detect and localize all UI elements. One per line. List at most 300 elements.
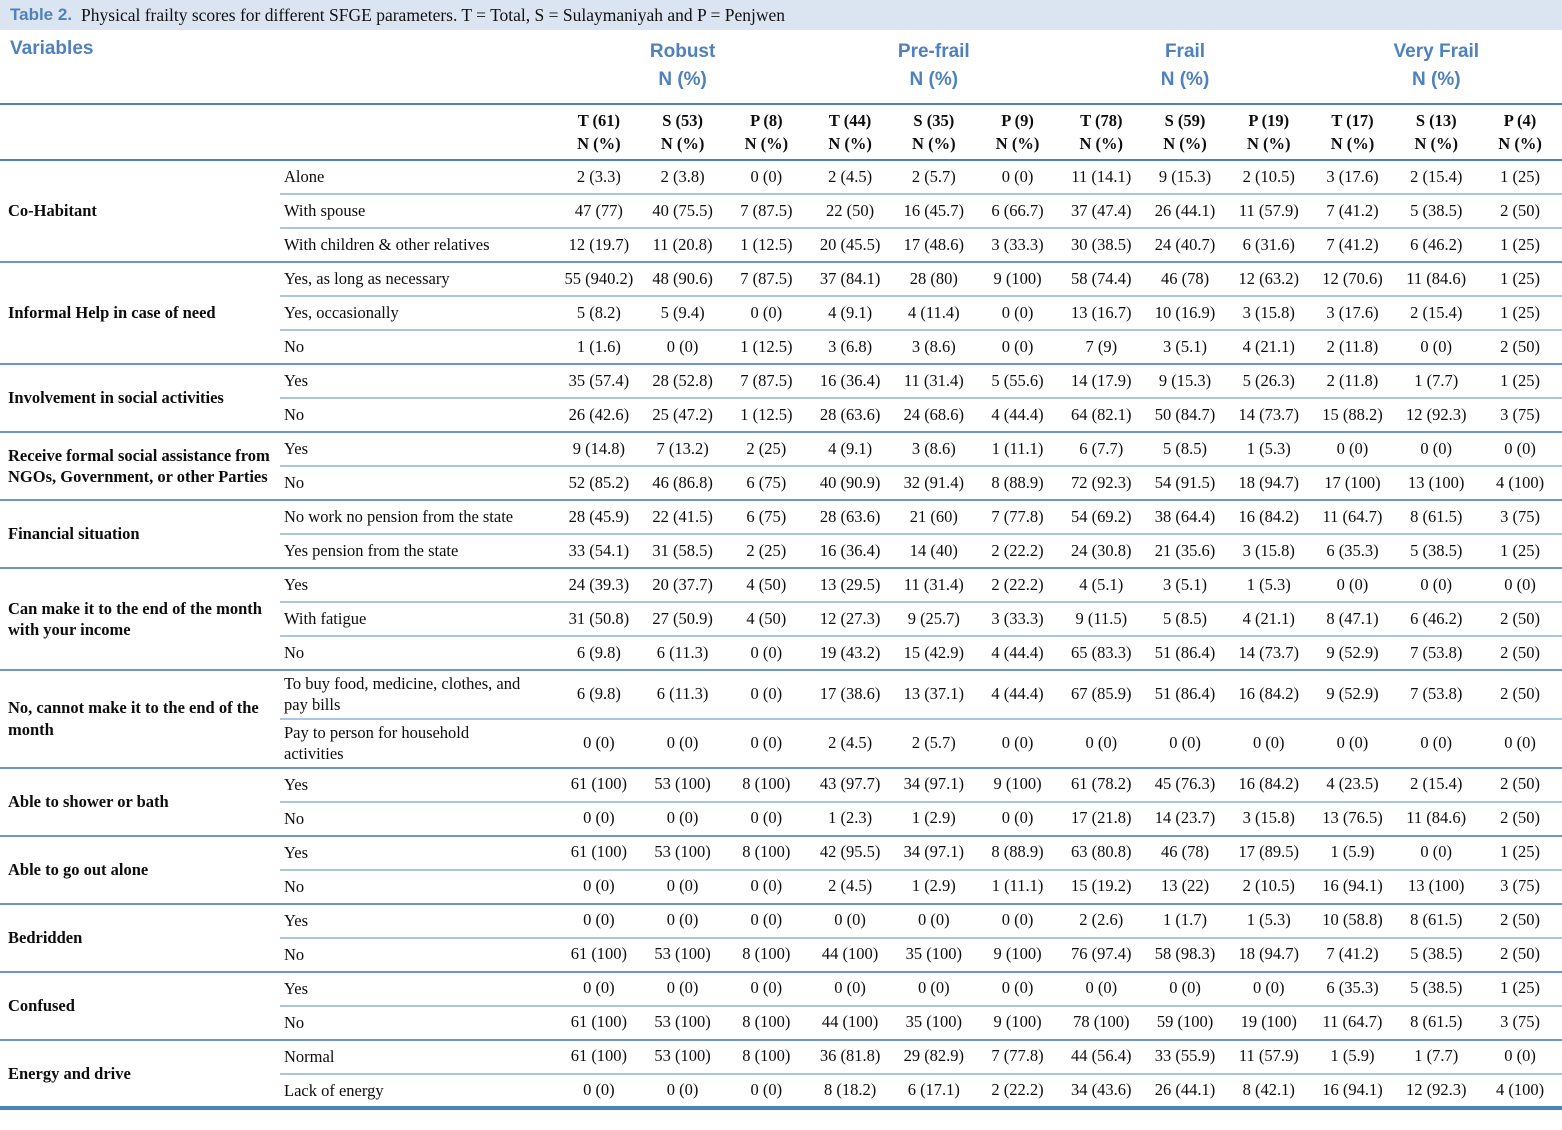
category-label-cell: To buy food, medicine, clothes, and pay bills [280,670,557,719]
group-unit-label: N (%) [1412,68,1461,90]
category-label-cell: With spouse [280,194,557,228]
value-cell: 21 (35.6) [1143,534,1227,568]
value-cell: 11 (31.4) [892,568,976,602]
value-cell: 1 (2.3) [808,802,892,836]
group-name: Very Frail [1393,41,1480,62]
value-cell: 13 (37.1) [892,670,976,719]
subcolumn-header-spacer [0,104,557,160]
value-cell: 28 (63.6) [808,500,892,534]
value-cell: 6 (35.3) [1311,972,1395,1006]
value-cell: 16 (94.1) [1311,870,1395,904]
value-cell: 12 (92.3) [1394,398,1478,432]
value-cell: 46 (78) [1143,262,1227,296]
value-cell: 1 (25) [1478,836,1562,870]
value-cell: 0 (0) [557,870,641,904]
value-cell: 3 (33.3) [976,602,1060,636]
value-cell: 0 (0) [557,719,641,768]
value-cell: 40 (75.5) [641,194,725,228]
value-cell: 0 (0) [1311,719,1395,768]
table-row [0,1040,1562,1074]
subcolumn-header-t-17 [1311,104,1395,160]
value-cell: 6 (11.3) [641,636,725,670]
section-can-make-it-to-the-end-of-the-month-with [0,568,1562,670]
value-cell: 0 (0) [1227,719,1311,768]
value-cell: 54 (91.5) [1143,466,1227,500]
subcolumn-unit-label: N (%) [912,134,956,153]
value-cell: 2 (4.5) [808,160,892,194]
value-cell: 9 (100) [976,768,1060,802]
value-cell: 3 (33.3) [976,228,1060,262]
category-label-cell: With children & other relatives [280,228,557,262]
group-unit-label: N (%) [1160,68,1210,90]
subcolumn-name: T (17) [1331,110,1374,130]
value-cell: 2 (50) [1478,636,1562,670]
value-cell: 7 (87.5) [724,364,808,398]
value-cell: 16 (84.2) [1227,670,1311,719]
variable-cell: Can make it to the end of the month with your income [0,568,280,670]
value-cell: 4 (44.4) [976,670,1060,719]
variable-cell: Able to shower or bath [0,768,280,836]
table-row [0,670,1562,719]
value-cell: 34 (97.1) [892,768,976,802]
value-cell: 4 (11.4) [892,296,976,330]
value-cell: 6 (9.8) [557,670,641,719]
value-cell: 26 (44.1) [1143,1074,1227,1108]
table-row [0,972,1562,1006]
value-cell: 34 (97.1) [892,836,976,870]
value-cell: 3 (75) [1478,1006,1562,1040]
value-cell: 8 (88.9) [976,836,1060,870]
value-cell: 61 (100) [557,938,641,972]
value-cell: 1 (7.7) [1394,1040,1478,1074]
value-cell: 52 (85.2) [557,466,641,500]
variable-cell: Financial situation [0,500,280,568]
value-cell: 4 (44.4) [976,636,1060,670]
value-cell: 3 (15.8) [1227,534,1311,568]
value-cell: 0 (0) [1394,568,1478,602]
value-cell: 64 (82.1) [1059,398,1143,432]
value-cell: 11 (57.9) [1227,1040,1311,1074]
value-cell: 2 (22.2) [976,568,1060,602]
table-number-label: Table 2. [10,5,73,24]
value-cell: 78 (100) [1059,1006,1143,1040]
value-cell: 3 (5.1) [1143,330,1227,364]
value-cell: 9 (15.3) [1143,364,1227,398]
category-label-cell: No [280,330,557,364]
category-label-cell: No [280,1006,557,1040]
value-cell: 0 (0) [724,719,808,768]
value-cell: 14 (23.7) [1143,802,1227,836]
value-cell: 4 (21.1) [1227,330,1311,364]
value-cell: 46 (86.8) [641,466,725,500]
value-cell: 0 (0) [1311,568,1395,602]
variable-cell: Energy and drive [0,1040,280,1108]
subcolumn-unit-label: N (%) [828,134,872,153]
value-cell: 44 (56.4) [1059,1040,1143,1074]
value-cell: 0 (0) [641,904,725,938]
value-cell: 2 (15.4) [1394,768,1478,802]
value-cell: 1 (11.1) [976,432,1060,466]
value-cell: 4 (100) [1478,1074,1562,1108]
category-label-cell: Normal [280,1040,557,1074]
value-cell: 46 (78) [1143,836,1227,870]
column-header-variables: Variables [0,30,557,104]
category-label-cell: Yes [280,836,557,870]
value-cell: 11 (20.8) [641,228,725,262]
table-row [0,500,1562,534]
table-caption-text: Physical frailty scores for different SFGE parameters. T = Total, S = Sulaymaniyah and P = Penjwen [81,4,786,25]
value-cell: 9 (25.7) [892,602,976,636]
variable-cell: Able to go out alone [0,836,280,904]
category-label-cell: No [280,870,557,904]
table-row [0,904,1562,938]
value-cell: 7 (41.2) [1311,228,1395,262]
value-cell: 2 (50) [1478,602,1562,636]
value-cell: 1 (25) [1478,364,1562,398]
value-cell: 3 (8.6) [892,330,976,364]
value-cell: 9 (100) [976,262,1060,296]
value-cell: 63 (80.8) [1059,836,1143,870]
value-cell: 0 (0) [1394,330,1478,364]
category-label-cell: Yes pension from the state [280,534,557,568]
value-cell: 8 (88.9) [976,466,1060,500]
value-cell: 15 (88.2) [1311,398,1395,432]
value-cell: 1 (12.5) [724,228,808,262]
value-cell: 0 (0) [1059,719,1143,768]
subcolumn-name: T (61) [577,110,621,130]
value-cell: 22 (41.5) [641,500,725,534]
value-cell: 3 (15.8) [1227,296,1311,330]
value-cell: 5 (9.4) [641,296,725,330]
value-cell: 13 (22) [1143,870,1227,904]
section-no-cannot-make-it-to-the-end-of-the-mont [0,670,1562,768]
value-cell: 55 (940.2) [557,262,641,296]
value-cell: 2 (50) [1478,768,1562,802]
value-cell: 11 (64.7) [1311,1006,1395,1040]
value-cell: 53 (100) [641,938,725,972]
value-cell: 28 (45.9) [557,500,641,534]
value-cell: 4 (21.1) [1227,602,1311,636]
group-header-pre-frail [808,30,1059,104]
value-cell: 7 (87.5) [724,262,808,296]
value-cell: 33 (55.9) [1143,1040,1227,1074]
category-label-cell: Yes [280,768,557,802]
subcolumn-header-t-78 [1059,104,1143,160]
value-cell: 17 (48.6) [892,228,976,262]
value-cell: 10 (58.8) [1311,904,1395,938]
value-cell: 28 (80) [892,262,976,296]
value-cell: 8 (100) [724,836,808,870]
value-cell: 3 (5.1) [1143,568,1227,602]
value-cell: 11 (57.9) [1227,194,1311,228]
value-cell: 0 (0) [1143,972,1227,1006]
value-cell: 2 (3.3) [557,160,641,194]
value-cell: 0 (0) [641,870,725,904]
value-cell: 0 (0) [1394,719,1478,768]
value-cell: 0 (0) [976,802,1060,836]
value-cell: 24 (30.8) [1059,534,1143,568]
value-cell: 0 (0) [641,802,725,836]
subcolumn-unit-label: N (%) [995,134,1040,153]
subcolumn-header-s-59 [1143,104,1227,160]
value-cell: 26 (44.1) [1143,194,1227,228]
subcolumn-unit-label: N (%) [744,134,789,153]
value-cell: 1 (25) [1478,534,1562,568]
value-cell: 31 (50.8) [557,602,641,636]
subcolumn-header-t-44 [808,104,892,160]
subcolumn-name: T (44) [828,110,872,130]
value-cell: 17 (89.5) [1227,836,1311,870]
table-row [0,160,1562,194]
value-cell: 8 (61.5) [1394,904,1478,938]
value-cell: 0 (0) [557,972,641,1006]
variable-cell: Receive formal social assistance from NGOs, Government, or other Parties [0,432,280,500]
table-row [0,568,1562,602]
value-cell: 13 (100) [1394,466,1478,500]
value-cell: 1 (11.1) [976,870,1060,904]
value-cell: 2 (15.4) [1394,296,1478,330]
value-cell: 12 (92.3) [1394,1074,1478,1108]
value-cell: 6 (17.1) [892,1074,976,1108]
value-cell: 13 (29.5) [808,568,892,602]
value-cell: 6 (31.6) [1227,228,1311,262]
value-cell: 14 (73.7) [1227,398,1311,432]
table-row [0,364,1562,398]
category-label-cell: Lack of energy [280,1074,557,1108]
table-caption-bar [0,0,1562,30]
value-cell: 58 (74.4) [1059,262,1143,296]
value-cell: 0 (0) [557,802,641,836]
subcolumn-header-s-13 [1394,104,1478,160]
value-cell: 1 (25) [1478,228,1562,262]
value-cell: 0 (0) [557,1074,641,1108]
subcolumn-unit-label: N (%) [1246,134,1291,153]
subcolumn-header-p-9 [976,104,1060,160]
table-row [0,432,1562,466]
value-cell: 20 (37.7) [641,568,725,602]
value-cell: 6 (11.3) [641,670,725,719]
group-header-robust [557,30,808,104]
section-receive-formal-social-assistance-from-ng [0,432,1562,500]
value-cell: 4 (44.4) [976,398,1060,432]
value-cell: 3 (15.8) [1227,802,1311,836]
value-cell: 2 (15.4) [1394,160,1478,194]
value-cell: 0 (0) [1478,568,1562,602]
section-financial-situation [0,500,1562,568]
value-cell: 1 (5.3) [1227,432,1311,466]
value-cell: 33 (54.1) [557,534,641,568]
value-cell: 2 (25) [724,534,808,568]
value-cell: 2 (10.5) [1227,870,1311,904]
value-cell: 2 (2.6) [1059,904,1143,938]
value-cell: 0 (0) [1478,432,1562,466]
value-cell: 14 (17.9) [1059,364,1143,398]
section-confused [0,972,1562,1040]
value-cell: 45 (76.3) [1143,768,1227,802]
section-co-habitant [0,160,1562,262]
value-cell: 4 (9.1) [808,296,892,330]
value-cell: 5 (8.5) [1143,432,1227,466]
variable-cell: Bedridden [0,904,280,972]
group-name: Robust [649,41,716,62]
value-cell: 6 (66.7) [976,194,1060,228]
value-cell: 13 (76.5) [1311,802,1395,836]
value-cell: 36 (81.8) [808,1040,892,1074]
subcolumn-name: P (8) [750,110,783,130]
value-cell: 27 (50.9) [641,602,725,636]
subcolumn-header-p-19 [1227,104,1311,160]
value-cell: 16 (36.4) [808,364,892,398]
value-cell: 0 (0) [892,904,976,938]
value-cell: 0 (0) [1143,719,1227,768]
value-cell: 58 (98.3) [1143,938,1227,972]
subcolumn-name: S (35) [913,110,955,130]
value-cell: 6 (75) [724,500,808,534]
variable-cell: No, cannot make it to the end of the month [0,670,280,768]
value-cell: 37 (84.1) [808,262,892,296]
subcolumn-header-s-35 [892,104,976,160]
value-cell: 20 (45.5) [808,228,892,262]
section-energy-and-drive [0,1040,1562,1108]
value-cell: 2 (22.2) [976,534,1060,568]
value-cell: 8 (61.5) [1394,1006,1478,1040]
value-cell: 44 (100) [808,1006,892,1040]
value-cell: 2 (11.8) [1311,330,1395,364]
value-cell: 16 (36.4) [808,534,892,568]
table-row [0,262,1562,296]
section-bedridden [0,904,1562,972]
value-cell: 1 (25) [1478,262,1562,296]
value-cell: 2 (50) [1478,802,1562,836]
value-cell: 6 (9.8) [557,636,641,670]
value-cell: 12 (70.6) [1311,262,1395,296]
value-cell: 1 (5.9) [1311,836,1395,870]
value-cell: 0 (0) [808,904,892,938]
subcolumn-header-s-53 [641,104,725,160]
value-cell: 53 (100) [641,1040,725,1074]
subcolumn-unit-label: N (%) [1330,134,1375,153]
value-cell: 0 (0) [808,972,892,1006]
value-cell: 29 (82.9) [892,1040,976,1074]
subcolumn-header-t-61 [557,104,641,160]
value-cell: 47 (77) [557,194,641,228]
value-cell: 42 (95.5) [808,836,892,870]
value-cell: 61 (100) [557,836,641,870]
value-cell: 1 (2.9) [892,802,976,836]
value-cell: 12 (19.7) [557,228,641,262]
value-cell: 6 (7.7) [1059,432,1143,466]
group-unit-label: N (%) [909,68,959,90]
value-cell: 16 (84.2) [1227,500,1311,534]
value-cell: 5 (38.5) [1394,938,1478,972]
value-cell: 4 (9.1) [808,432,892,466]
value-cell: 7 (13.2) [641,432,725,466]
value-cell: 0 (0) [641,330,725,364]
value-cell: 0 (0) [892,972,976,1006]
category-label-cell: No [280,398,557,432]
value-cell: 3 (75) [1478,870,1562,904]
value-cell: 14 (40) [892,534,976,568]
value-cell: 0 (0) [724,870,808,904]
value-cell: 1 (5.3) [1227,904,1311,938]
subcolumn-unit-label: N (%) [1163,134,1207,153]
value-cell: 8 (100) [724,1006,808,1040]
value-cell: 4 (5.1) [1059,568,1143,602]
value-cell: 22 (50) [808,194,892,228]
value-cell: 61 (78.2) [1059,768,1143,802]
value-cell: 0 (0) [641,972,725,1006]
value-cell: 1 (1.6) [557,330,641,364]
value-cell: 19 (43.2) [808,636,892,670]
subcolumn-name: T (78) [1080,110,1123,130]
subcolumn-unit-label: N (%) [577,134,621,153]
value-cell: 1 (2.9) [892,870,976,904]
value-cell: 0 (0) [976,296,1060,330]
value-cell: 11 (64.7) [1311,500,1395,534]
subcolumn-unit-label: N (%) [1498,134,1542,153]
value-cell: 53 (100) [641,1006,725,1040]
value-cell: 30 (38.5) [1059,228,1143,262]
value-cell: 0 (0) [976,972,1060,1006]
value-cell: 8 (47.1) [1311,602,1395,636]
subcolumn-header-p-8 [724,104,808,160]
value-cell: 31 (58.5) [641,534,725,568]
value-cell: 21 (60) [892,500,976,534]
value-cell: 7 (77.8) [976,500,1060,534]
subcolumn-name: S (59) [1164,110,1206,130]
value-cell: 37 (47.4) [1059,194,1143,228]
value-cell: 3 (6.8) [808,330,892,364]
value-cell: 2 (50) [1478,194,1562,228]
value-cell: 11 (14.1) [1059,160,1143,194]
value-cell: 0 (0) [724,904,808,938]
category-label-cell: No [280,466,557,500]
value-cell: 11 (84.6) [1394,802,1478,836]
value-cell: 67 (85.9) [1059,670,1143,719]
variable-cell: Confused [0,972,280,1040]
value-cell: 7 (77.8) [976,1040,1060,1074]
value-cell: 9 (100) [976,1006,1060,1040]
value-cell: 3 (17.6) [1311,160,1395,194]
value-cell: 7 (53.8) [1394,636,1478,670]
value-cell: 34 (43.6) [1059,1074,1143,1108]
value-cell: 5 (38.5) [1394,534,1478,568]
value-cell: 16 (94.1) [1311,1074,1395,1108]
group-unit-label: N (%) [658,68,707,90]
value-cell: 2 (50) [1478,330,1562,364]
subcolumn-name: P (9) [1001,110,1034,130]
value-cell: 2 (4.5) [808,870,892,904]
value-cell: 0 (0) [976,904,1060,938]
value-cell: 35 (100) [892,938,976,972]
section-involvement-in-social-activities [0,364,1562,432]
value-cell: 3 (75) [1478,500,1562,534]
value-cell: 4 (50) [724,568,808,602]
value-cell: 0 (0) [724,296,808,330]
value-cell: 2 (3.8) [641,160,725,194]
variable-cell: Co-Habitant [0,160,280,262]
value-cell: 28 (63.6) [808,398,892,432]
value-cell: 0 (0) [724,160,808,194]
value-cell: 7 (41.2) [1311,194,1395,228]
value-cell: 1 (7.7) [1394,364,1478,398]
value-cell: 8 (61.5) [1394,500,1478,534]
value-cell: 1 (25) [1478,972,1562,1006]
group-header-frail [1059,30,1310,104]
value-cell: 11 (31.4) [892,364,976,398]
variable-cell: Informal Help in case of need [0,262,280,364]
value-cell: 11 (84.6) [1394,262,1478,296]
